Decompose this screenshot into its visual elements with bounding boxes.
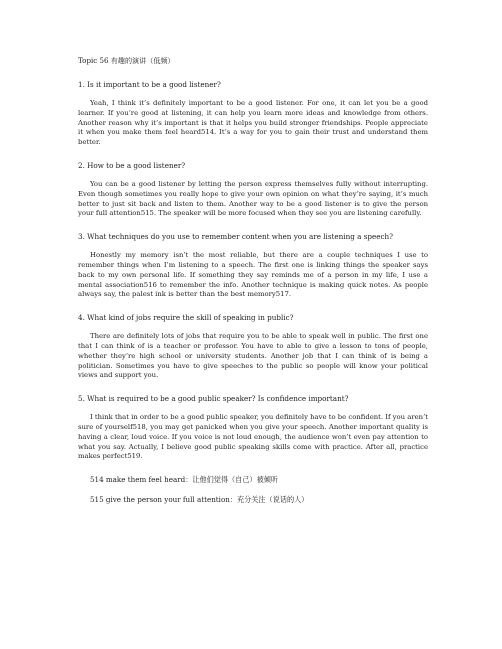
- question-2: 2. How to be a good listener?: [78, 160, 186, 170]
- answer-4: There are definitely lots of jobs that require you to be able to speak well in public. The first one that I can think of is a teacher or professor. You have to able to give a lesson to tons of people, whether they’re high school or university students. Another job that I can think of is being a politician. Sometimes you have to give speeches to the public so people will know your political views and support you.: [78, 332, 428, 380]
- answer-3: Honestly my memory isn’t the most reliable, but there are a couple techniques I use to remember things when I’m listening to a speech. The first one is linking things the speaker says back to my own personal life. If something they say reminds me of a person in my life, I use a mental association516 to remember the info. Another technique is making quick notes. As people always say, the palest ink is better than the best memory517.: [78, 251, 428, 299]
- vocabulary-item-514: 514 make them feel heard：让他们觉得（自己）被倾听: [90, 475, 279, 485]
- document-content: [78, 56, 428, 515]
- page-title: Topic 56 有趣的演讲（低频）: [78, 56, 175, 65]
- answer-1: Yeah, I think it’s definitely important to be a good listener. For one, it can let you be a good learner. If you’re good at listening, it can help you learn more ideas and knowledge from others. Another reason why it’s important is that it helps you build stronger friendships. People appreciate it when you make them feel heard514. It’s a way for you to gain their trust and understand them better.: [78, 99, 428, 147]
- question-4: 4. What kind of jobs require the skill of speaking in public?: [78, 313, 294, 323]
- answer-2: You can be a good listener by letting the person express themselves fully without interrupting. Even though sometimes you really hope to give your own opinion on what they’re saying, it’s much better to just sit back and listen to them. Another way to be a good listener is to give the person your full attention515. The speaker will be more focused when they see you are listening carefully.: [78, 179, 428, 218]
- question-5: 5. What is required to be a good public speaker? Is confidence important?: [78, 394, 349, 404]
- vocabulary-item-515: 515 give the person your full attention：充分关注（说话的人）: [90, 495, 309, 505]
- answer-5: I think that in order to be a good public speaker, you definitely have to be confident. If you aren’t sure of yourself518, you may get panicked when you give your speech. Another important quality is having a clear, loud voice. If you voice is not loud enough, the audience won’t even pay attention to what you say. Actually, I believe good public speaking skills come with practice. After all, practice makes perfect519.: [78, 413, 428, 461]
- question-3: 3. What techniques do you use to remember content when you are listening a speech?: [78, 232, 393, 242]
- question-1: 1. Is it important to be a good listener?: [78, 80, 221, 89]
